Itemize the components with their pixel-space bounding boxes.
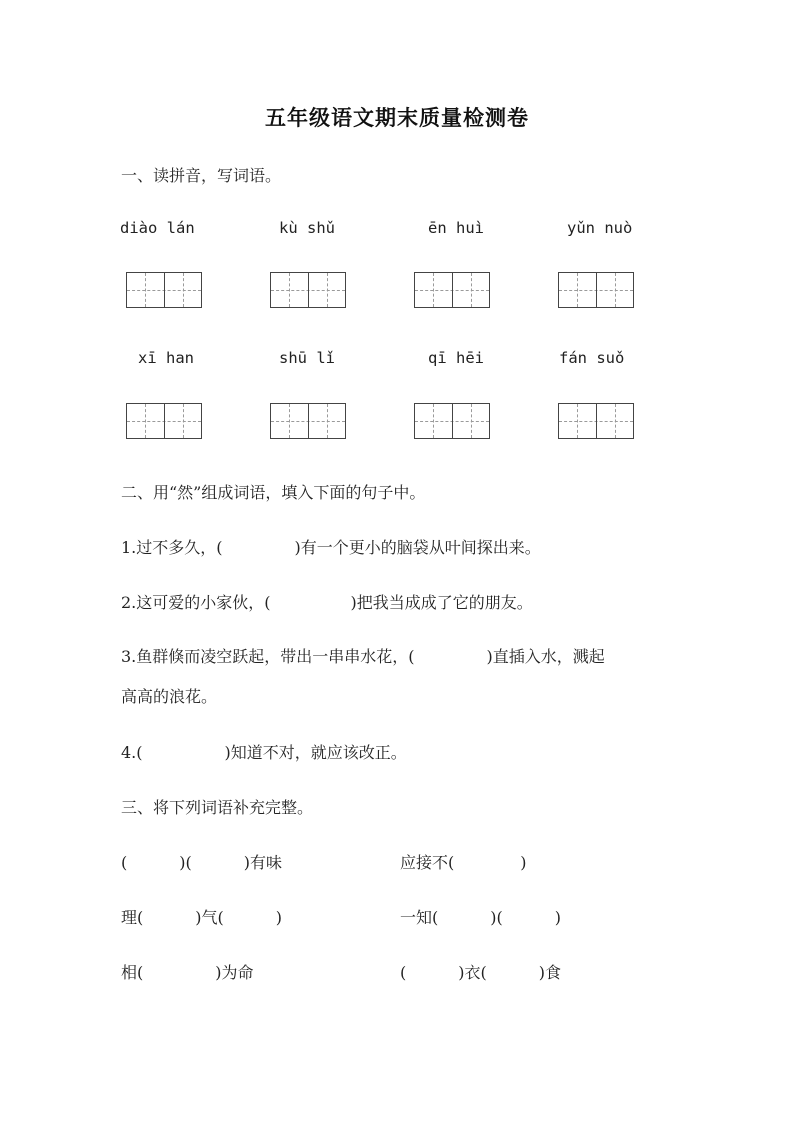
idiom-4-part-c: )	[554, 908, 561, 927]
question-2-part-b: )把我当成成了它的朋友。	[350, 593, 533, 612]
idiom-6	[400, 960, 561, 983]
writing-grid[interactable]	[414, 272, 490, 308]
question-1	[121, 535, 541, 558]
idiom-1-part-a: (	[121, 853, 128, 872]
idiom-6-part-a: (	[400, 963, 407, 982]
pinyin-5: xī han	[138, 349, 194, 367]
question-4-part-a: 4.(	[121, 743, 143, 762]
idiom-1-part-b: )(	[179, 853, 192, 872]
idiom-3	[121, 905, 282, 928]
idiom-5	[121, 960, 254, 983]
pinyin-7: qī hēi	[428, 349, 484, 367]
question-3-part-a: 3.鱼群倏而凌空跃起，带出一串串水花，(	[121, 647, 415, 666]
idiom-3-part-c: )	[275, 908, 282, 927]
section2-heading: 二、用“然”组成词语，填入下面的句子中。	[121, 483, 426, 502]
question-4-part-b: )知道不对，就应该改正。	[224, 743, 407, 762]
pinyin-6: shū lǐ	[279, 349, 335, 367]
idiom-4-part-b: )(	[490, 908, 503, 927]
idiom-4	[400, 905, 561, 928]
pinyin-3: ēn huì	[428, 219, 484, 237]
writing-grid[interactable]	[558, 403, 634, 439]
idiom-1	[121, 850, 282, 873]
writing-grid[interactable]	[270, 272, 346, 308]
writing-grid[interactable]	[270, 403, 346, 439]
idiom-1-part-c: )有味	[243, 853, 282, 872]
question-3	[121, 644, 605, 667]
question-4	[121, 740, 407, 763]
writing-grid[interactable]	[414, 403, 490, 439]
question-3-continued: 高高的浪花。	[121, 687, 218, 706]
idiom-2-part-b: )	[520, 853, 527, 872]
question-2	[121, 590, 533, 613]
section1-heading: 一、读拼音，写词语。	[121, 166, 282, 185]
pinyin-2: kù shǔ	[279, 219, 335, 237]
question-3-part-b: )直插入水，溅起	[486, 647, 605, 666]
idiom-3-part-b: )气(	[195, 908, 224, 927]
idiom-5-part-b: )为命	[215, 963, 254, 982]
question-1-part-a: 1.过不多久，(	[121, 538, 223, 557]
section3-heading: 三、将下列词语补充完整。	[121, 798, 314, 817]
idiom-3-part-a: 理(	[121, 908, 144, 927]
pinyin-1: diào lán	[120, 219, 195, 237]
idiom-2-part-a: 应接不(	[400, 853, 455, 872]
idiom-6-part-b: )衣(	[458, 963, 487, 982]
pinyin-8: fán suǒ	[559, 349, 625, 367]
page-title: 五年级语文期末质量检测卷	[265, 106, 529, 130]
idiom-5-part-a: 相(	[121, 963, 144, 982]
question-2-part-a: 2.这可爱的小家伙，(	[121, 593, 271, 612]
writing-grid[interactable]	[126, 272, 202, 308]
pinyin-4: yǔn nuò	[567, 219, 633, 237]
writing-grid[interactable]	[558, 272, 634, 308]
question-1-part-b: )有一个更小的脑袋从叶间探出来。	[294, 538, 541, 557]
idiom-6-part-c: )食	[538, 963, 561, 982]
idiom-2	[400, 850, 527, 873]
writing-grid[interactable]	[126, 403, 202, 439]
idiom-4-part-a: 一知(	[400, 908, 439, 927]
